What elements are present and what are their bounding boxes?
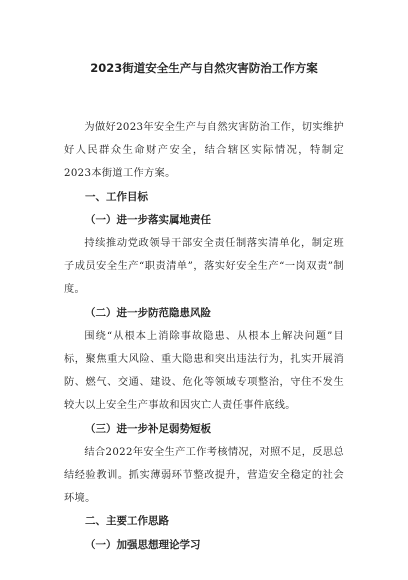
intro-paragraph: 为做好2023年安全生产与自然灾害防治工作，切实维护好人民群众生命财产安全，结合辖区实际情况，特制定2023本街道工作方案。 bbox=[64, 122, 344, 180]
subsection-text-weakness: 结合2022年安全生产工作考核情况，对照不足，反思总结经验教训。抓实薄弱环节整改提升，营造安全稳定的社会环境。 bbox=[64, 446, 344, 505]
document-title: 2023街道安全生产与自然灾害防治工作方案 bbox=[90, 61, 318, 75]
document-body bbox=[64, 116, 344, 557]
section-heading-goals: 一、工作目标 bbox=[85, 190, 148, 203]
subsection-heading-theory-study: （一）加强思想理论学习 bbox=[85, 538, 201, 551]
section-heading-approach: 二、主要工作思路 bbox=[85, 515, 169, 528]
subsection-heading-responsibility: （一）进一步落实属地责任 bbox=[85, 213, 211, 226]
subsection-text-risk: 围绕“从根本上消除事故隐患、从根本上解决问题”目标，聚焦重大风险、重大隐患和突出违法行为，扎实开展消防、燃气、交通、建设、危化等领域专项整治，守住不发生较大以上安全生产事故和因灾亡人责任事件底线。 bbox=[64, 330, 344, 412]
subsection-text-responsibility: 持续推动党政领导干部安全责任制落实清单化，制定班子成员安全生产“职责清单”，落实好安全生产“一岗双责”制度。 bbox=[64, 238, 344, 296]
subsection-heading-risk: （二）进一步防范隐患风险 bbox=[85, 306, 211, 319]
subsection-heading-weakness: （三）进一步补足弱势短板 bbox=[85, 422, 211, 435]
